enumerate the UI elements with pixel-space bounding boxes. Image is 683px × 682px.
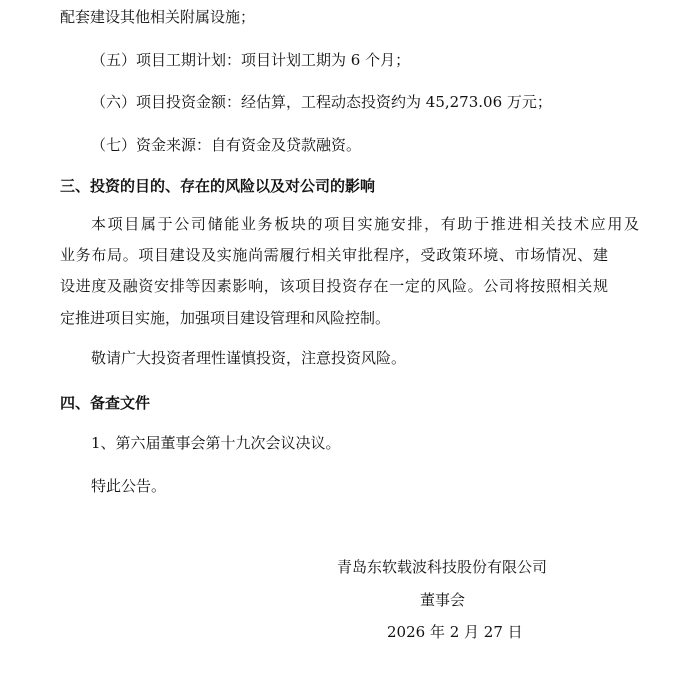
paragraph-line-2: 业务布局。项目建设及实施尚需履行相关审批程序，受政策环境、市场情况、建 (60, 246, 608, 264)
signature-board: 董事会 (420, 591, 466, 609)
reference-doc-item: 1、第六届董事会第十九次会议决议。 (91, 434, 341, 452)
paragraph-line-3: 设进度及融资安排等因素影响，该项目投资存在一定的风险。公司将按照相关规 (60, 277, 608, 295)
text-line-funding-source: （七）资金来源：自有资金及贷款融资。 (91, 136, 362, 154)
risk-warning-line: 敬请广大投资者理性谨慎投资，注意投资风险。 (91, 349, 407, 367)
closing-statement: 特此公告。 (91, 477, 167, 495)
text-line-schedule: （五）项目工期计划：项目计划工期为 6 个月； (91, 51, 411, 69)
paragraph-line-1: 本项目属于公司储能业务板块的项目实施安排，有助于推进相关技术应用及 (91, 215, 639, 233)
signature-company: 青岛东软载波科技股份有限公司 (337, 558, 548, 576)
section-heading-reference-docs: 四、备查文件 (60, 394, 151, 412)
signature-date: 2026 年 2 月 27 日 (387, 623, 523, 641)
section-heading-purpose-risk: 三、投资的目的、存在的风险以及对公司的影响 (60, 177, 376, 195)
text-line-investment-amount: （六）项目投资金额：经估算，工程动态投资约为 45,273.06 万元； (91, 93, 552, 111)
paragraph-line-4: 定推进项目实施，加强项目建设管理和风险控制。 (60, 309, 391, 327)
text-line-facilities: 配套建设其他相关附属设施； (60, 8, 256, 26)
